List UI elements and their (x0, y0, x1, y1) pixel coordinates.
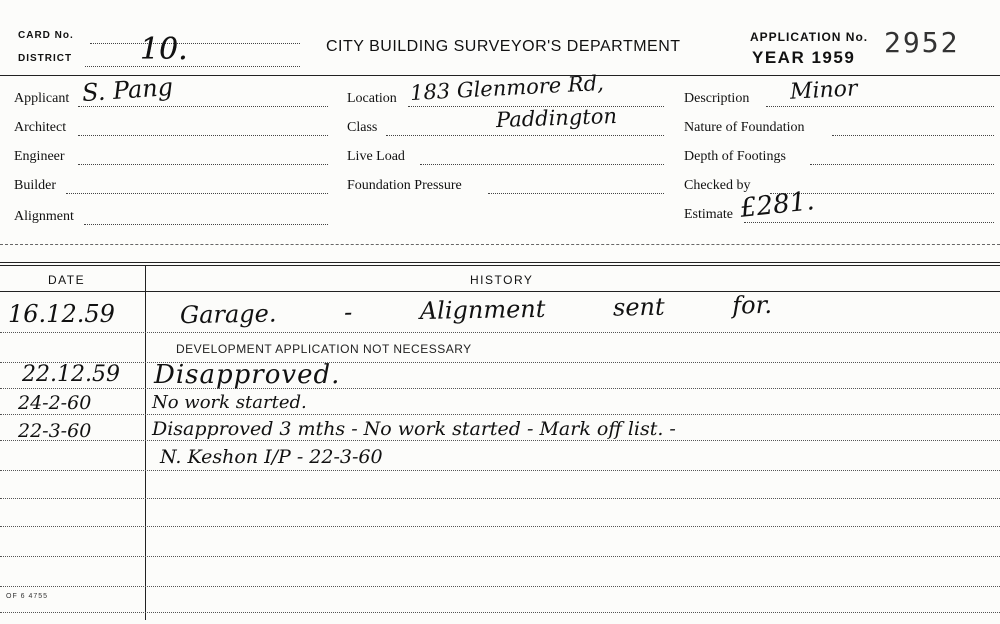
history-entry: Disapproved 3 mths - No work started - Mark off list. - (152, 418, 676, 440)
location-value-line2: Paddington (495, 103, 618, 133)
history-date: 16.12.59 (8, 300, 115, 328)
date-column-header: DATE (48, 273, 86, 287)
description-value: Minor (789, 76, 859, 105)
date-column-divider (145, 265, 146, 620)
location-label: Location (347, 91, 397, 106)
foundation-pressure-label: Foundation Pressure (347, 178, 462, 193)
history-date: 24-2-60 (18, 392, 92, 414)
district-value: 10. (140, 32, 188, 67)
class-dots (386, 135, 664, 136)
history-rule (0, 586, 1000, 587)
history-rule (0, 470, 1000, 471)
description-dots (766, 106, 994, 107)
checked-by-label: Checked by (684, 178, 751, 193)
estimate-value: £281. (738, 186, 816, 224)
fields-bottom-rule (0, 244, 1000, 245)
history-rule (0, 526, 1000, 527)
history-entry: Disapproved. (154, 360, 341, 390)
applicant-label: Applicant (14, 91, 70, 106)
depth-of-footings-label: Depth of Footings (684, 149, 786, 164)
nature-of-foundation-dots (832, 135, 994, 136)
history-column-header: HISTORY (470, 273, 534, 287)
history-rule (0, 332, 1000, 333)
estimate-dots (744, 222, 994, 223)
history-top-rule-double (0, 265, 1000, 266)
card-no-label: CARD No. (18, 30, 74, 41)
builder-label: Builder (14, 178, 56, 193)
history-rule (0, 388, 1000, 389)
history-entry: N. Keshon I/P - 22-3-60 (160, 446, 383, 468)
history-entry: Garage. - Alignment sent for. (179, 290, 773, 330)
description-label: Description (684, 91, 750, 106)
location-value-line1: 183 Glenmore Rd, (409, 70, 605, 106)
development-application-stamp: DEVELOPMENT APPLICATION NOT NECESSARY (176, 342, 472, 356)
table-header-rule (0, 291, 1000, 292)
history-rule (0, 498, 1000, 499)
class-label: Class (347, 120, 378, 135)
application-no-label: APPLICATION No. (750, 30, 869, 44)
alignment-label: Alignment (14, 209, 74, 224)
year-label: YEAR 1959 (752, 48, 856, 67)
district-dots (85, 66, 300, 67)
form-code: OF 6 4755 (6, 593, 49, 600)
history-rule (0, 414, 1000, 415)
history-entry: No work started. (152, 392, 307, 413)
history-rule (0, 612, 1000, 613)
architect-dots (78, 135, 328, 136)
depth-of-footings-dots (810, 164, 994, 165)
history-rule (0, 556, 1000, 557)
page-title: CITY BUILDING SURVEYOR'S DEPARTMENT (326, 38, 681, 55)
history-top-rule (0, 262, 1000, 263)
engineer-dots (78, 164, 328, 165)
card-no-dots (90, 43, 300, 44)
alignment-dots (84, 224, 328, 225)
engineer-label: Engineer (14, 149, 65, 164)
application-no-value: 2952 (884, 26, 960, 59)
applicant-dots (78, 106, 328, 107)
live-load-dots (420, 164, 664, 165)
builder-dots (66, 193, 328, 194)
history-date: 22-3-60 (18, 420, 92, 442)
history-date: 22.12.59 (22, 362, 120, 387)
live-load-label: Live Load (347, 149, 405, 164)
nature-of-foundation-label: Nature of Foundation (684, 120, 805, 135)
estimate-label: Estimate (684, 207, 733, 222)
foundation-pressure-dots (488, 193, 664, 194)
district-label: DISTRICT (18, 53, 73, 64)
applicant-value: S. Pang (81, 72, 174, 108)
history-rule (0, 440, 1000, 441)
architect-label: Architect (14, 120, 67, 135)
history-rule (0, 362, 1000, 363)
